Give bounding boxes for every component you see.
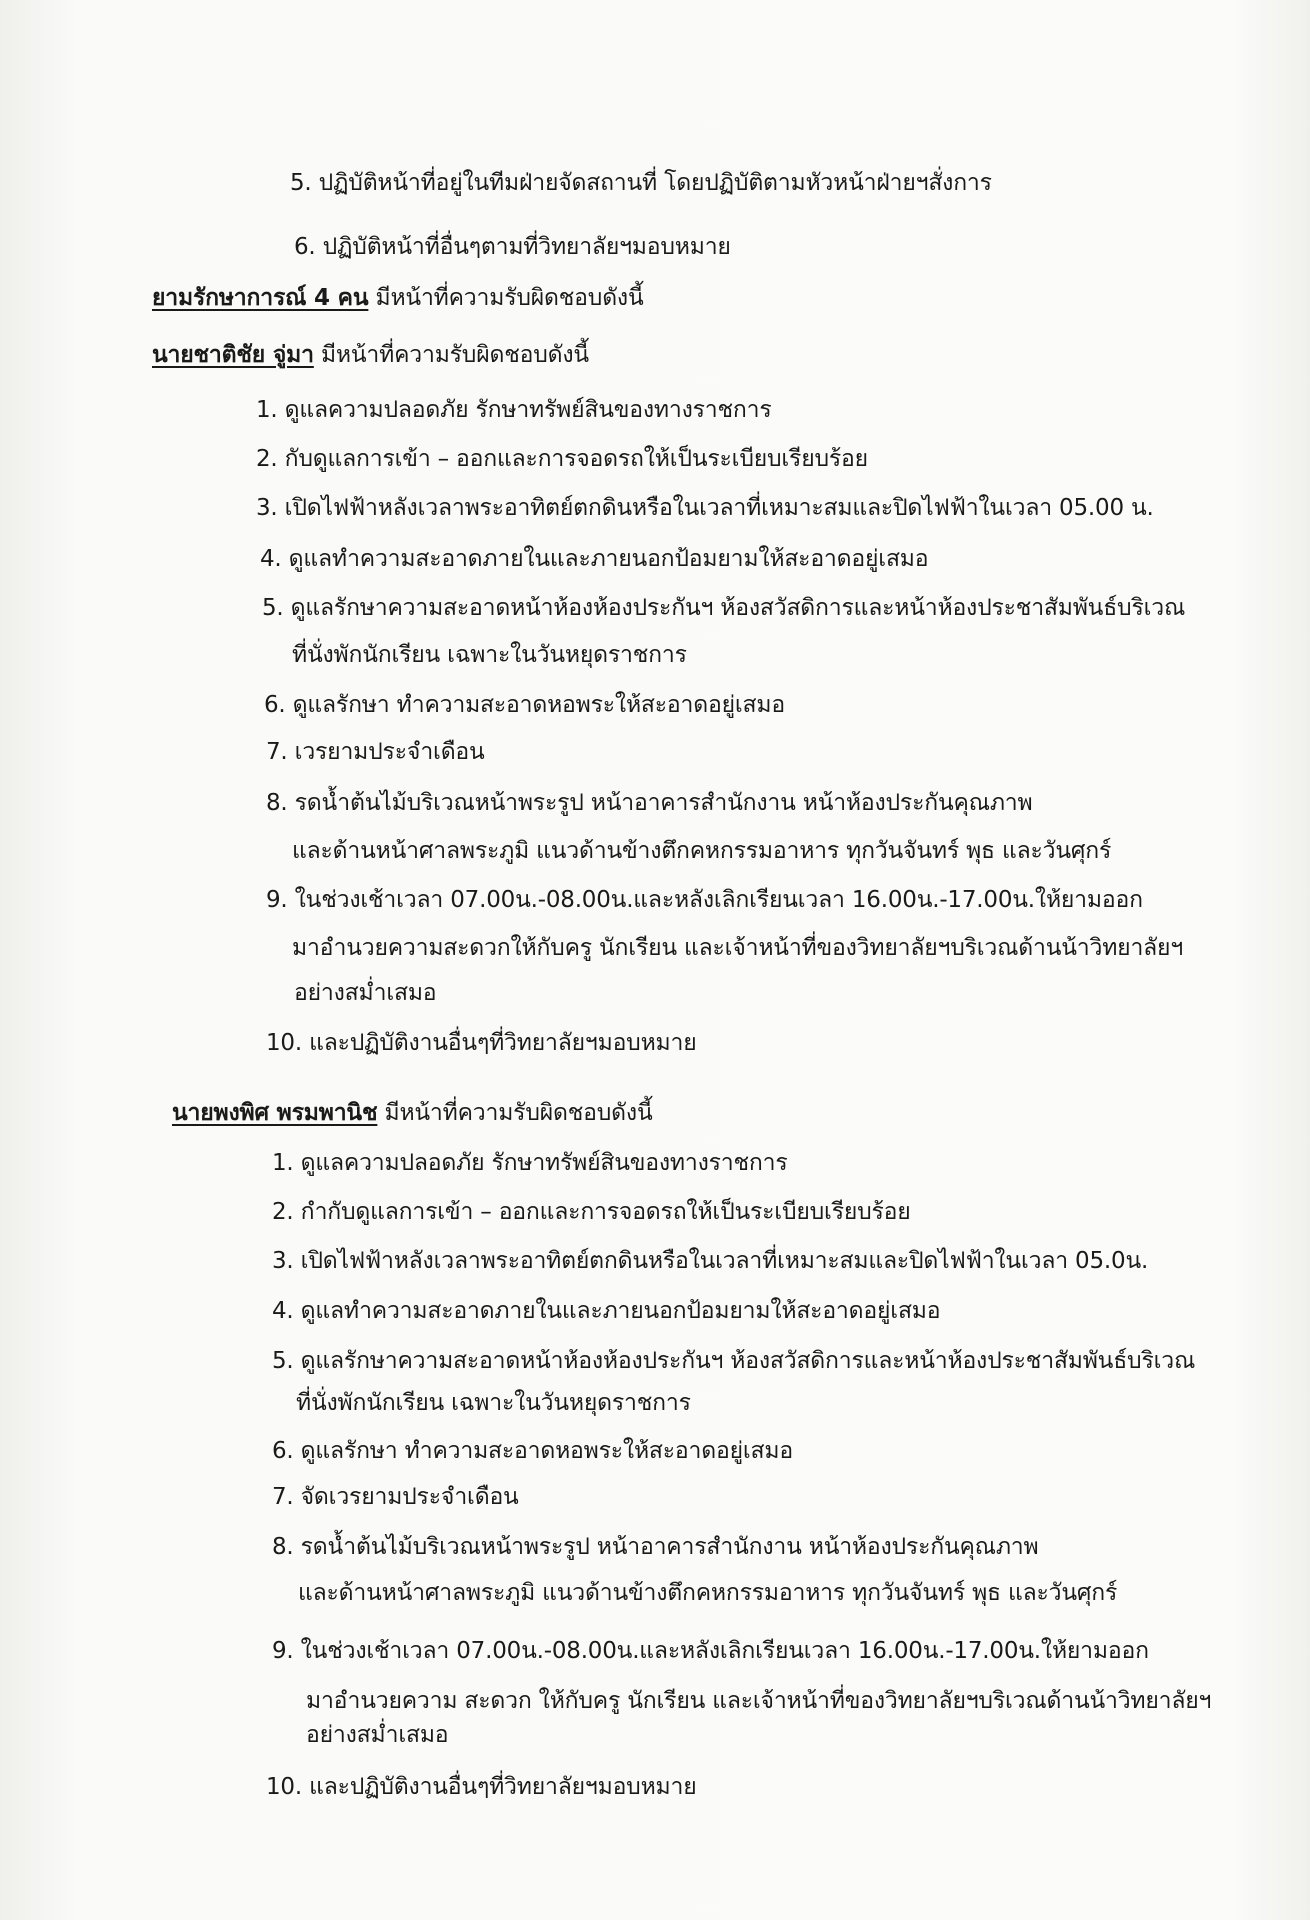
duty-item-continued: และด้านหน้าศาลพระภูมิ แนวด้านข้างตึกคหกรรมอาหาร ทุกวันจันทร์ พุธ และวันศุกร์ (298, 1580, 1118, 1606)
duty-item: 2. กับดูแลการเข้า – ออกและการจอดรถให้เป็นระเบียบเรียบร้อย (256, 446, 868, 472)
duty-item: 3. เปิดไฟฟ้าหลังเวลาพระอาทิตย์ตกดินหรือในเวลาที่เหมาะสมและปิดไฟฟ้าในเวลา 05.00 น. (256, 495, 1154, 521)
top-item: 5. ปฏิบัติหน้าที่อยู่ในทีมฝ่ายจัดสถานที่ โดยปฏิบัติตามหัวหน้าฝ่ายฯสั่งการ (290, 170, 992, 196)
top-item: 6. ปฏิบัติหน้าที่อื่นๆตามที่วิทยาลัยฯมอบหมาย (294, 234, 731, 260)
duty-item-continued: และด้านหน้าศาลพระภูมิ แนวด้านข้างตึกคหกรรมอาหาร ทุกวันจันทร์ พุธ และวันศุกร์ (292, 838, 1112, 864)
duty-item: 7. จัดเวรยามประจำเดือน (272, 1484, 519, 1510)
duty-item: 8. รดน้ำต้นไม้บริเวณหน้าพระรูป หน้าอาคารสำนักงาน หน้าห้องประกันคุณภาพ (272, 1534, 1039, 1560)
duty-item: 5. ดูแลรักษาความสะอาดหน้าห้องห้องประกันฯ ห้องสวัสดิการและหน้าห้องประชาสัมพันธ์บริเวณ (272, 1348, 1196, 1374)
duty-item: 1. ดูแลความปลอดภัย รักษาทรัพย์สินของทางราชการ (256, 397, 772, 423)
duty-item-continued: มาอำนวยความสะดวกให้กับครู นักเรียน และเจ้าหน้าที่ของวิทยาลัยฯบริเวณด้านน้าวิทยาลัยฯ (292, 935, 1184, 961)
duty-item-continued: อย่างสม่ำเสมอ (294, 980, 437, 1006)
duty-item: 8. รดน้ำต้นไม้บริเวณหน้าพระรูป หน้าอาคารสำนักงาน หน้าห้องประกันคุณภาพ (266, 790, 1033, 816)
duty-item: 5. ดูแลรักษาความสะอาดหน้าห้องห้องประกันฯ ห้องสวัสดิการและหน้าห้องประชาสัมพันธ์บริเวณ (262, 595, 1186, 621)
duty-item: 6. ดูแลรักษา ทำความสะอาดหอพระให้สะอาดอยู่เสมอ (272, 1438, 793, 1464)
duty-item: 10. และปฏิบัติงานอื่นๆที่วิทยาลัยฯมอบหมาย (266, 1774, 697, 1800)
duty-item: 9. ในช่วงเช้าเวลา 07.00น.-08.00น.และหลังเลิกเรียนเวลา 16.00น.-17.00น.ให้ยามออก (272, 1638, 1149, 1664)
duty-item: 3. เปิดไฟฟ้าหลังเวลาพระอาทิตย์ตกดินหรือในเวลาที่เหมาะสมและปิดไฟฟ้าในเวลา 05.0น. (272, 1248, 1149, 1274)
duty-item: 10. และปฏิบัติงานอื่นๆที่วิทยาลัยฯมอบหมาย (266, 1030, 697, 1056)
duty-item-continued: อย่างสม่ำเสมอ (306, 1722, 449, 1748)
duty-item: 4. ดูแลทำความสะอาดภายในและภายนอกป้อมยามให้สะอาดอยู่เสมอ (272, 1298, 941, 1324)
person2-text: มีหน้าที่ความรับผิดชอบดังนี้ (384, 1100, 653, 1126)
duty-item: 6. ดูแลรักษา ทำความสะอาดหอพระให้สะอาดอยู่เสมอ (264, 692, 785, 718)
duty-item: 1. ดูแลความปลอดภัย รักษาทรัพย์สินของทางราชการ (272, 1150, 788, 1176)
duty-item-continued: ที่นั่งพักนักเรียน เฉพาะในวันหยุดราชการ (292, 642, 687, 668)
guard-section-text: มีหน้าที่ความรับผิดชอบดังนี้ (375, 285, 644, 311)
guard-section-line (152, 283, 643, 313)
duty-item-continued: มาอำนวยความ สะดวก ให้กับครู นักเรียน และเจ้าหน้าที่ของวิทยาลัยฯบริเวณด้านน้าวิทยาลัยฯ (306, 1688, 1212, 1714)
guard-section-heading: ยามรักษาการณ์ 4 คน (152, 285, 369, 311)
person2-name: นายพงพิศ พรมพานิช (172, 1100, 378, 1126)
duty-item-continued: ที่นั่งพักนักเรียน เฉพาะในวันหยุดราชการ (296, 1390, 691, 1416)
duty-item: 2. กำกับดูแลการเข้า – ออกและการจอดรถให้เป็นระเบียบเรียบร้อย (272, 1199, 911, 1225)
person1-name: นายชาติชัย จู่มา (152, 342, 314, 368)
duty-item: 9. ในช่วงเช้าเวลา 07.00น.-08.00น.และหลังเลิกเรียนเวลา 16.00น.-17.00น.ให้ยามออก (266, 887, 1143, 913)
person1-header (152, 340, 589, 370)
person1-text: มีหน้าที่ความรับผิดชอบดังนี้ (320, 342, 589, 368)
person2-header (172, 1098, 652, 1128)
duty-item: 4. ดูแลทำความสะอาดภายในและภายนอกป้อมยามให้สะอาดอยู่เสมอ (260, 546, 929, 572)
duty-item: 7. เวรยามประจำเดือน (266, 739, 485, 765)
